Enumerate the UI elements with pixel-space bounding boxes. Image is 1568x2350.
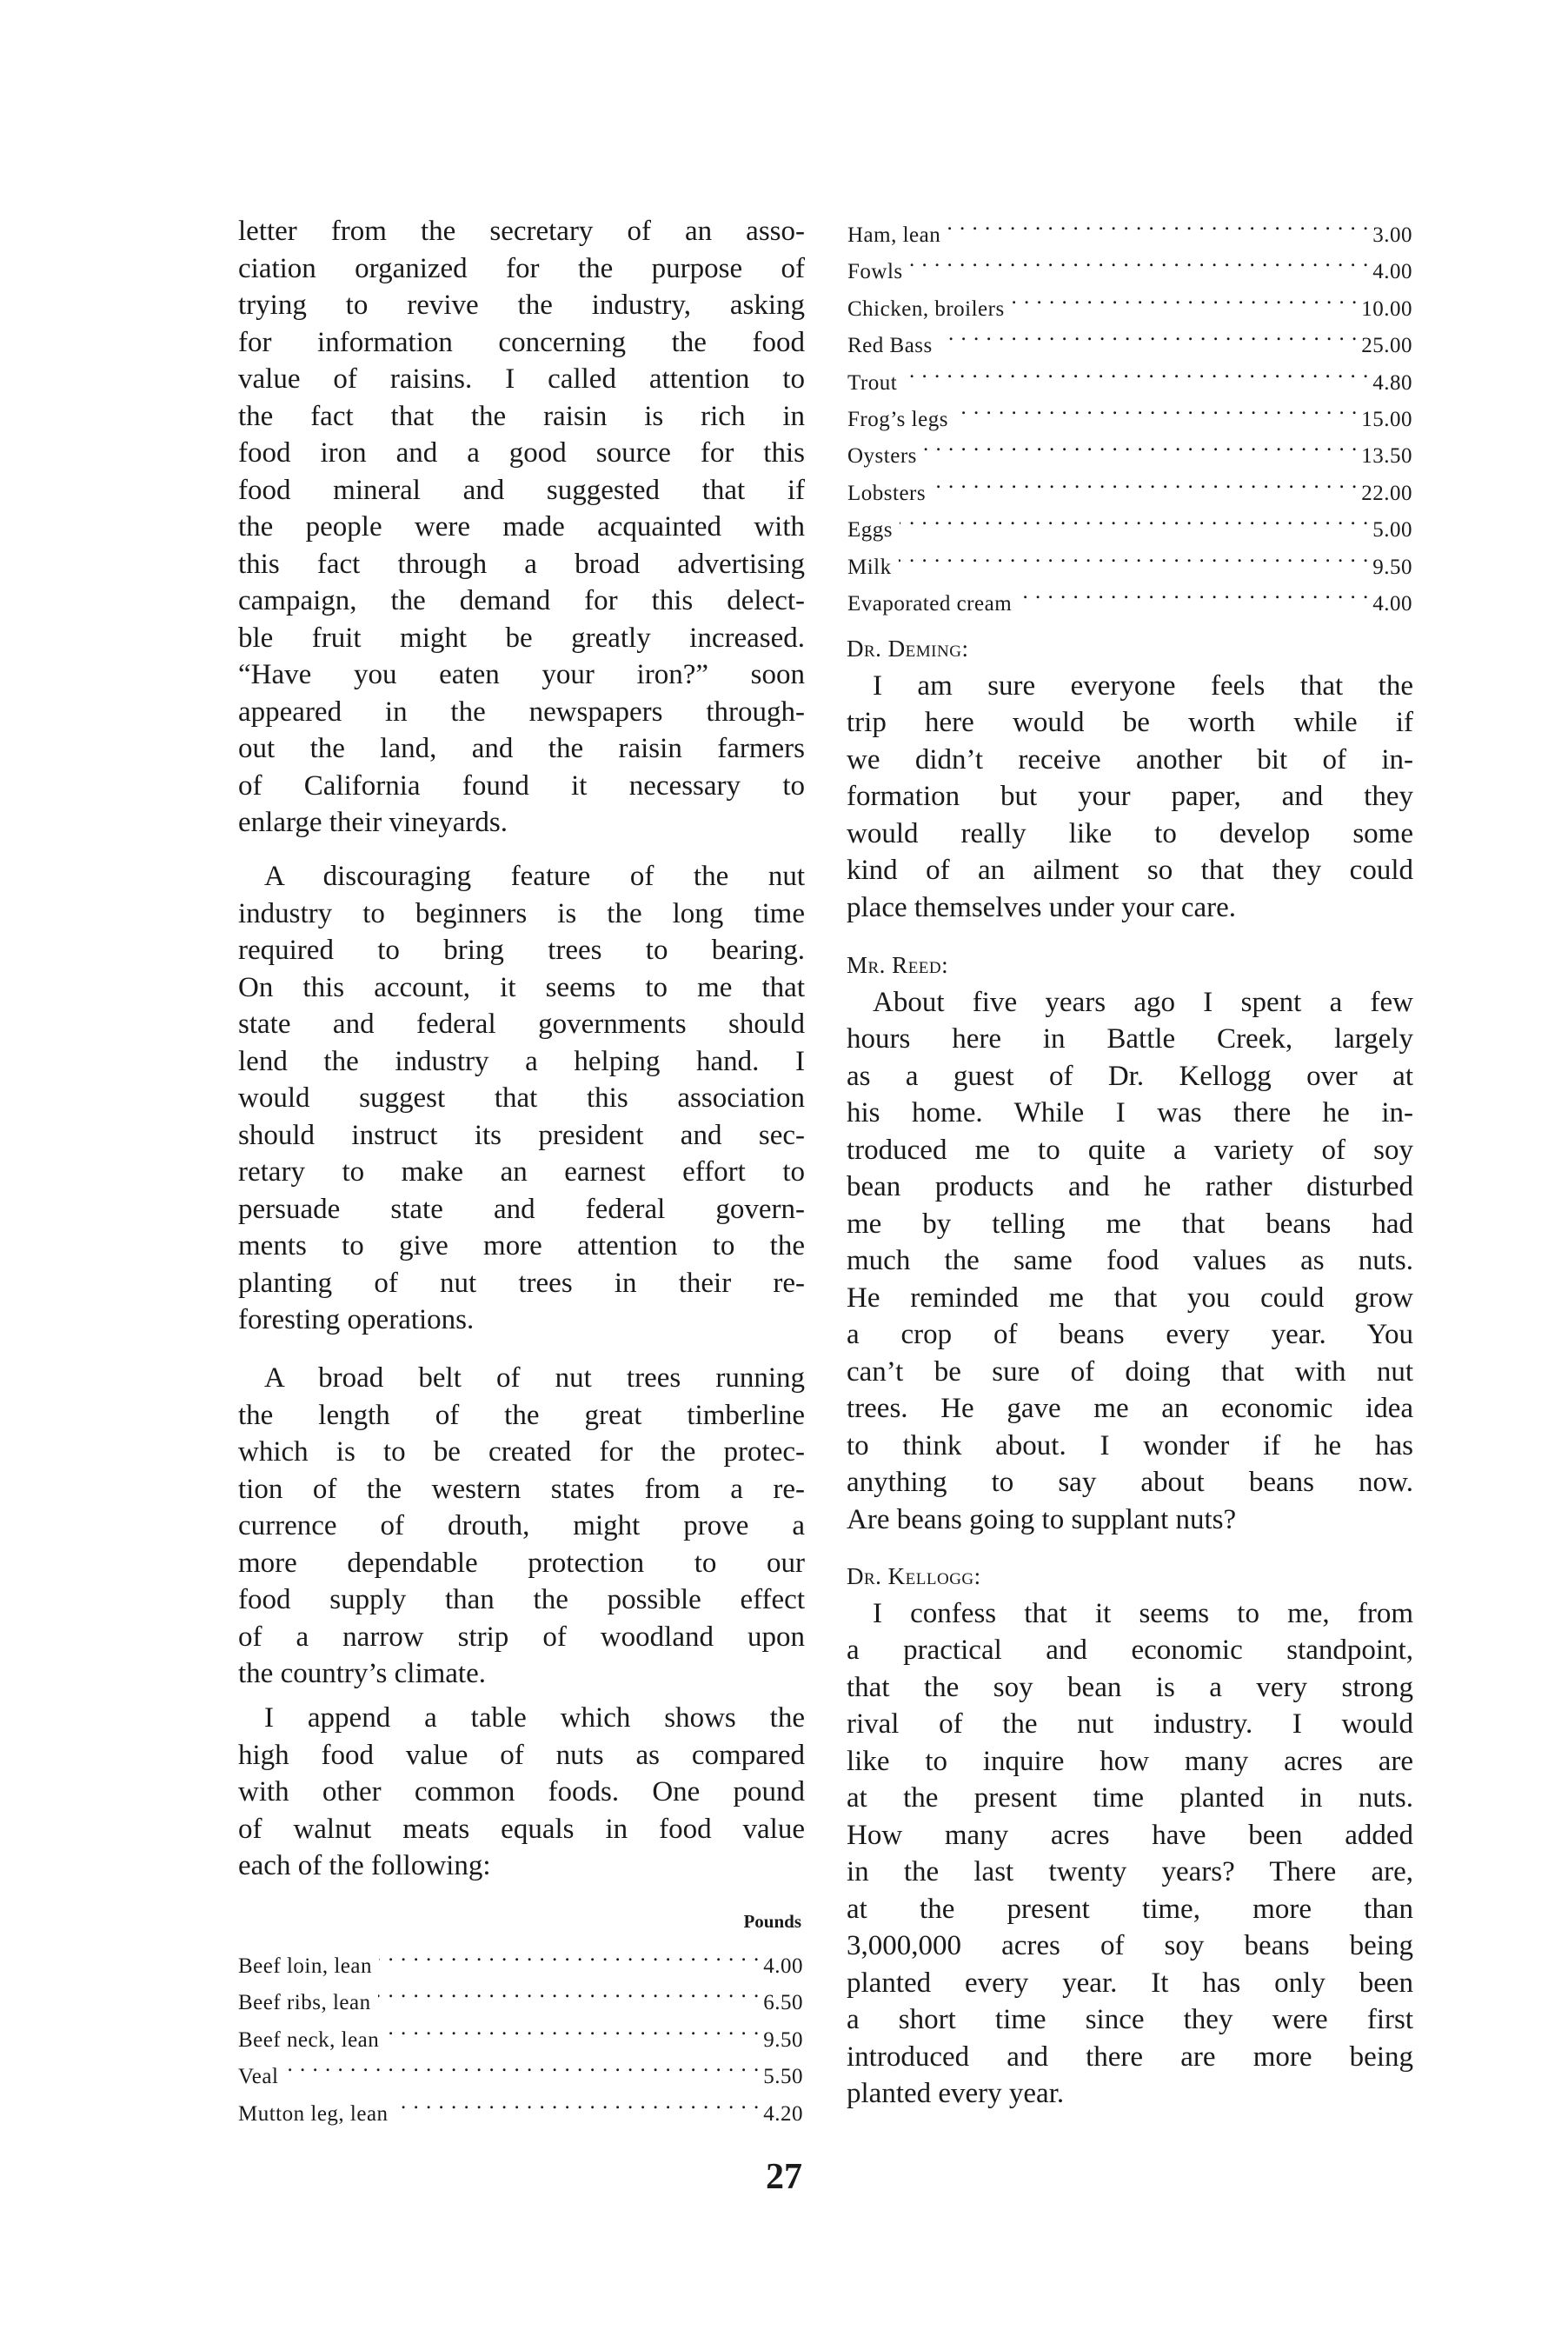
food-pounds: 25.00: [1361, 334, 1412, 358]
food-pounds: 4.00: [763, 1954, 803, 1978]
food-name: Mutton leg, lean: [238, 2101, 389, 2126]
text-line: more dependable protection to our: [238, 1547, 805, 1579]
text-line: I confess that it seems to me, from: [873, 1597, 1413, 1629]
table-row: [847, 500, 1412, 543]
dot-leader: [904, 353, 1369, 389]
dot-leader: [386, 2010, 760, 2047]
text-line: each of the following:: [238, 1850, 491, 1881]
table-row: [847, 242, 1412, 284]
food-pounds: 10.00: [1361, 296, 1412, 321]
dot-leader: [924, 426, 1358, 463]
food-name: Ham, lean: [847, 223, 941, 247]
table-row: [847, 426, 1412, 469]
text-line: place themselves under your care.: [847, 891, 1237, 923]
text-line: state and federal governments should: [238, 1009, 805, 1040]
speaker-name: Dr. Kellogg:: [847, 1563, 981, 1589]
food-pounds: 22.00: [1361, 481, 1412, 505]
dot-leader: [910, 242, 1370, 278]
food-name: Evaporated cream: [847, 591, 1013, 616]
text-line: as a guest of Dr. Kellogg over at: [847, 1060, 1413, 1092]
text-line: foresting operations.: [238, 1304, 475, 1335]
food-pounds: 3.00: [1372, 223, 1412, 247]
left-paragraph-4: [238, 1700, 805, 1885]
left-paragraph-3: [238, 1360, 805, 1693]
text-line: me by telling me that beans had: [847, 1208, 1413, 1240]
food-pounds: 5.50: [763, 2065, 803, 2089]
text-line: ble fruit might be greatly increased.: [238, 622, 805, 654]
text-line: letter from the secretary of an asso-: [238, 216, 805, 247]
text-line: He reminded me that you could grow: [847, 1282, 1413, 1314]
text-line: enlarge their vineyards.: [238, 807, 508, 838]
text-line: the people were made acquainted with: [238, 511, 805, 543]
table-row: [847, 353, 1412, 395]
text-line: at the present time planted in nuts.: [847, 1782, 1413, 1814]
text-line: out the land, and the raisin farmers: [238, 733, 805, 764]
text-line: his home. While I was there he in-: [847, 1097, 1413, 1128]
food-pounds: 4.80: [1372, 370, 1412, 395]
speaker-name: Mr. Reed:: [847, 952, 949, 978]
dot-leader: [395, 2084, 761, 2120]
food-name: Lobsters: [847, 481, 927, 505]
text-line: planted every year.: [847, 2078, 1065, 2109]
dot-leader: [947, 205, 1369, 242]
food-pounds: 4.00: [1372, 591, 1412, 616]
dot-leader: [1012, 279, 1359, 316]
dot-leader: [1019, 574, 1369, 610]
text-line: A discouraging feature of the nut: [264, 861, 805, 892]
text-line: I am sure everyone feels that the: [873, 669, 1413, 702]
text-line: required to bring trees to bearing.: [238, 935, 805, 966]
dot-leader: [899, 537, 1370, 574]
food-name: Frog’s legs: [847, 407, 948, 431]
text-line: troduced me to quite a variety of soy: [847, 1134, 1413, 1166]
text-line: introduced and there are more being: [847, 2040, 1413, 2073]
text-line: much the same food values as nuts.: [847, 1245, 1413, 1276]
text-line: the fact that the raisin is rich in: [238, 400, 805, 432]
text-line: of a narrow strip of woodland upon: [238, 1621, 805, 1653]
table-row: [847, 463, 1412, 505]
text-line: planted every year. It has only been: [847, 1967, 1413, 1999]
text-line: like to inquire how many acres are: [847, 1745, 1413, 1777]
food-pounds: 6.50: [763, 1991, 803, 2015]
table-row: [238, 2047, 803, 2089]
food-name: Fowls: [847, 260, 903, 284]
text-line: campaign, the demand for this delect-: [238, 585, 805, 616]
text-line: currence of drouth, might prove a: [238, 1510, 805, 1541]
food-name: Milk: [847, 555, 892, 579]
text-line: would really like to develop some: [847, 817, 1413, 849]
food-name: Veal: [238, 2065, 279, 2089]
table-row: [847, 574, 1412, 616]
food-pounds: 4.20: [763, 2101, 803, 2126]
text-line: hours here in Battle Creek, largely: [847, 1023, 1413, 1055]
text-line: the length of the great timberline: [238, 1399, 805, 1431]
text-line: formation but your paper, and they: [847, 781, 1413, 812]
text-line: which is to be created for the protec-: [238, 1436, 805, 1468]
text-line: at the present time, more than: [847, 1893, 1413, 1925]
food-name: Beef ribs, lean: [238, 1991, 371, 2015]
food-value-table-left: [238, 1936, 803, 2126]
text-line: for information concerning the food: [238, 326, 805, 358]
page-number: 27: [766, 2157, 802, 2197]
text-line: I append a table which shows the: [264, 1702, 805, 1734]
food-name: Chicken, broilers: [847, 296, 1005, 321]
text-line: food mineral and suggested that if: [238, 474, 805, 506]
speaker-name: Dr. Deming:: [847, 636, 969, 662]
text-line: appeared in the newspapers through-: [238, 696, 805, 728]
text-line: would suggest that this association: [238, 1082, 805, 1114]
text-line: of California found it necessary to: [238, 769, 805, 802]
text-line: planting of nut trees in their re-: [238, 1267, 805, 1299]
food-pounds: 9.50: [1372, 555, 1412, 579]
text-line: trying to revive the industry, asking: [238, 290, 805, 321]
dot-leader: [900, 500, 1369, 536]
food-pounds: 13.50: [1361, 444, 1412, 469]
text-line: 3,000,000 acres of soy beans being: [847, 1930, 1413, 1961]
left-paragraph-1: [238, 213, 805, 842]
text-line: that the soy bean is a very strong: [847, 1671, 1413, 1703]
dot-leader: [955, 389, 1358, 426]
text-line: of walnut meats equals in food value: [238, 1813, 805, 1845]
food-pounds: 5.00: [1372, 518, 1412, 543]
text-line: we didn’t receive another bit of in-: [847, 743, 1413, 776]
text-line: value of raisins. I called attention to: [238, 363, 805, 395]
text-line: Are beans going to supplant nuts?: [847, 1503, 1237, 1535]
food-pounds: 4.00: [1372, 260, 1412, 284]
speaker-section-kellogg: [847, 1558, 1413, 2113]
text-line: retary to make an earnest effort to: [238, 1156, 805, 1188]
table-row: [238, 1936, 803, 1978]
text-line: a crop of beans every year. You: [847, 1319, 1413, 1350]
food-name: Beef loin, lean: [238, 1954, 372, 1978]
text-line: tion of the western states from a re-: [238, 1473, 805, 1505]
text-line: can’t be sure of doing that with nut: [847, 1355, 1413, 1388]
text-line: On this account, it seems to me that: [238, 971, 805, 1003]
table-row: [847, 205, 1412, 247]
text-line: a short time since they were first: [847, 2004, 1413, 2035]
food-pounds: 15.00: [1361, 407, 1412, 431]
text-line: About five years ago I spent a few: [873, 986, 1413, 1018]
text-line: the country’s climate.: [238, 1658, 486, 1689]
text-line: lend the industry a helping hand. I: [238, 1045, 805, 1077]
food-name: Trout: [847, 370, 898, 395]
text-line: persuade state and federal govern-: [238, 1193, 805, 1225]
text-line: ciation organized for the purpose of: [238, 252, 805, 284]
text-line: this fact through a broad advertising: [238, 548, 805, 580]
text-line: to think about. I wonder if he has: [847, 1429, 1413, 1461]
dot-leader: [933, 463, 1358, 500]
dot-leader: [940, 316, 1359, 352]
text-line: How many acres have been added: [847, 1819, 1413, 1851]
food-name: Beef neck, lean: [238, 2027, 380, 2052]
text-line: a practical and economic standpoint,: [847, 1634, 1413, 1666]
food-name: Eggs: [847, 518, 893, 543]
text-line: kind of an ailment so that they could: [847, 855, 1413, 886]
speaker-section-reed: [847, 947, 1413, 1538]
table-unit-header: Pounds: [743, 1911, 801, 1932]
dot-leader: [379, 1936, 760, 1973]
text-line: trees. He gave me an economic idea: [847, 1393, 1413, 1424]
text-line: in the last twenty years? There are,: [847, 1856, 1413, 1887]
left-paragraph-2: [238, 858, 805, 1339]
text-line: industry to beginners is the long time: [238, 897, 805, 929]
text-line: A broad belt of nut trees running: [264, 1362, 805, 1394]
text-line: with other common foods. One pound: [238, 1776, 805, 1807]
text-line: anything to say about beans now.: [847, 1467, 1413, 1498]
table-row: [847, 389, 1412, 431]
text-line: high food value of nuts as compared: [238, 1739, 805, 1771]
table-row: [847, 537, 1412, 579]
text-line: trip here would be worth while if: [847, 707, 1413, 738]
speaker-section-deming: [847, 630, 1413, 926]
dot-leader: [285, 2047, 760, 2083]
text-line: should instruct its president and sec-: [238, 1119, 805, 1151]
text-line: rival of the nut industry. I would: [847, 1708, 1413, 1740]
table-row: [238, 2084, 803, 2126]
text-line: food supply than the possible effect: [238, 1584, 805, 1615]
text-line: “Have you eaten your iron?” soon: [238, 659, 805, 690]
text-line: ments to give more attention to the: [238, 1230, 805, 1262]
dot-leader: [378, 1973, 761, 2009]
food-value-table-right: [847, 205, 1412, 616]
table-row: [847, 279, 1412, 321]
text-line: food iron and a good source for this: [238, 437, 805, 469]
food-name: Red Bass: [847, 334, 933, 358]
food-pounds: 9.50: [763, 2027, 803, 2052]
food-name: Oysters: [847, 444, 917, 469]
text-line: bean products and he rather disturbed: [847, 1171, 1413, 1202]
